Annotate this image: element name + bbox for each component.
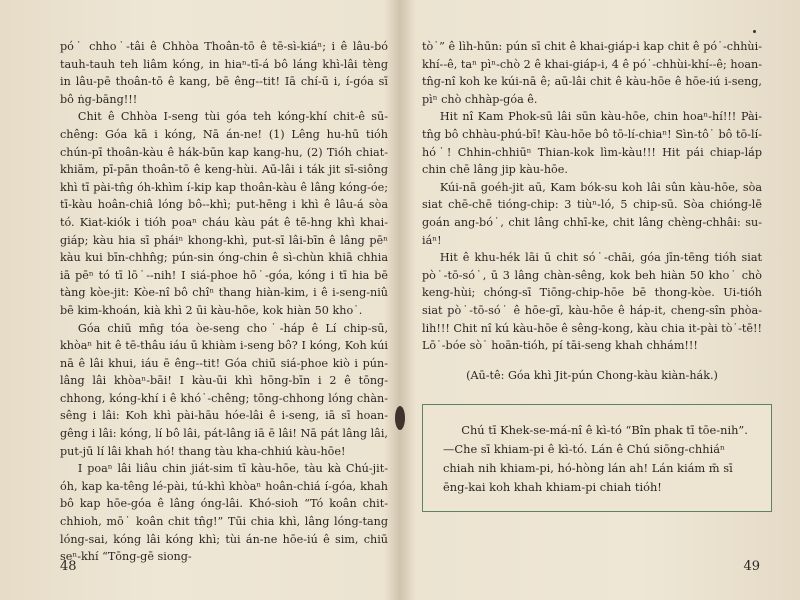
paragraph: Chit ê Chhòa I-seng tùi góa teh kóng-khí chit-ê sū-chêng: Góa kā i kóng, Nā án-ne! (1) Lêng hu-hū tióh chún-pī thoân-kàu ê hák-būn kap kang-hu, (2) Tióh chiat-khiām, pī-pān thoân-tō ê keng-hùi. Aū-lâi i ták jit sī-siông khì tī pài-tn̂g óh-khìm í-kip kap thoân-kàu ê lâng kóng-óe; tī-kàu hoân-chiâ lóng bô--khì; put-hēng i khì ê lâu-á sòa tó. Kiat-kiók i tióh poaⁿ cháu kàu pát ê tē-hng khì khai-giáp; kàu hia sī pháiⁿ khong-khì, put-sī lâi-bīn ê lâng pēⁿ kàu kui bīn-chhn̂g; pún-sin óng-chin ê sì-chùn khiā chhia iā pēⁿ tó tī lō˙--nih! I siá-phoe hō˙-góa, kóng i tī hia bē tàng kòe-jit: Kòe-nî bô chîⁿ thang hiàn-kim, i ê i-seng-niû bē kim-khoán, kià khì 2 ūi kàu-hōe, kok hiàn 50 kho˙.	[60, 110, 388, 317]
paragraph: Góa chiū mn̄g tóa òe-seng cho˙-háp ê Lí chip-sū, khòaⁿ hit ê tē-thâu iáu ū khiàm i-seng bô? I kóng, Koh kúi nā ê lâi khui, iáu ē êng--tit! Góa chiū siá-phoe kiò i pún-lâng lâi khòaⁿ-bāi! I kàu-ūi khì hōng-bīn i 2 ê tōng-chhong, kóng-khí i ê khó˙-chêng; tōng-chhong lóng chàn-sêng i lâi: Koh khì pài-hāu hóe-lâi ê i-seng, iā sī hoan-gêng i lâi: kóng, lí bô lâi, pát-lâng iā ē lâi! Nā pát lâng lâi, put-jū lí lâi khah hó! thang tàu kha-chhiú kàu-hōe!	[60, 321, 388, 458]
right-page	[400, 0, 800, 600]
paragraph: pó˙ chho˙-tâi ê Chhòa Thoân-tō ê tē-sì-kiáⁿ; i ê lâu-bó tauh-tauh teh liâm kóng, in hiaⁿ-tī-á bô láng khì-lâi tèng in lâu-pē thoân-tō ê kang, bē êng--tit! Iā chí-ū i, í-góa sī bô ṅg-bāng!!!	[60, 40, 388, 106]
paragraph: Kúi-nā goéh-jit aū, Kam bók-su koh lâi sûn kàu-hōe, sòa siat chē-chē tióng-chip: 3 tiùⁿ-ló, 5 chip-sū. Sòa chióng-lē goán ang-bó˙, chit lâng chhī-ke, chit lâng chèng-chhâi: su-iáⁿ!	[422, 180, 762, 247]
page-number: 48	[60, 559, 77, 575]
paragraph: Hit ê khu-hék lāi ū chit só˙-chāi, góa jīn-tēng tióh siat pò˙-tō-só˙, ū 3 lâng chàn-sêng, kok beh hiàn 50 kho˙ chò keng-hùi; chóng-sī Tiōng-chip-hōe bē thong-kòe. Ui-tióh siat pò˙-tō-só˙ ê hōe-gī, kàu-hōe ê háp-it, cheng-sîn phòa-lih!!! Chit nî kú kàu-hōe ê sêng-kong, kàu chia it-pài tò˙-tē!! Lō˙-bóe sò˙ hoān-tióh, pí tāi-seng khah chhám!!!	[422, 251, 762, 353]
page-number: 49	[743, 559, 760, 575]
prayer-note-box	[422, 404, 772, 512]
paragraph: I poaⁿ lâi liâu chin jiát-sim tī kàu-hōe, tàu kà Chú-jit-óh, kap ka-têng lé-pài, tú-khì khòaⁿ hoân-chiá í-góa, khah bô kap hōe-góa ê lâng óng-lâi. Khó-sioh “Tó koân chit-chhioh, mō˙ koân chit tn̂g!” Tūi chia khì, lâng lóng-tang lóng-sai, kóng lâi kóng khì; tùi án-ne hōe-iú ê sim, chiū seⁿ-khí “Tōng-gē siong-	[60, 462, 388, 564]
paragraph: tò˙” ê lìh-hūn: pún sī chit ê khai-giáp-i kap chit ê pó˙-chhùi-khí--ê, taⁿ pìⁿ-chò 2 ê khai-giáp-i, 4 ê pó˙-chhùi-khí--ê; hoan-tn̂g-nî koh ke kúi-nā ê; aū-lâi chit ê kàu-hōe ê hōe-iú i-seng, pìⁿ chò chhàp-góa ê.	[422, 40, 762, 106]
prayer-note-text: Chú tī Khek-se-má-nî ê kì-tó “Bîn phak tī tōe-nih”.—Che sī khiam-pi ê kì-tó. Lán ê Chú siōng-chhiáⁿ chiah nih khiam-pi, hó-hòng lán ah! Lán kiám m̄ sī ēng-kai koh khah khiam-pi chiah tióh!	[443, 423, 748, 495]
source-note: (Aū-tê: Góa khì Jit-pún Chong-kàu kiàn-hák.)	[466, 368, 718, 382]
paragraph: Hit nî Kam Phok-sū lâi sūn kàu-hōe, chin hoaⁿ-hí!!! Pài-tn̂g bô chhàu-phú-bī! Kàu-hōe bô tō-lí-chiaⁿ! Sìn-tô˙ bô tō-lí-hó˙! Chhin-chhiūⁿ Thian-kok lìm-kàu!!! Hit pái chiap-láp chin chē lâng jip kàu-hōe.	[422, 110, 762, 177]
